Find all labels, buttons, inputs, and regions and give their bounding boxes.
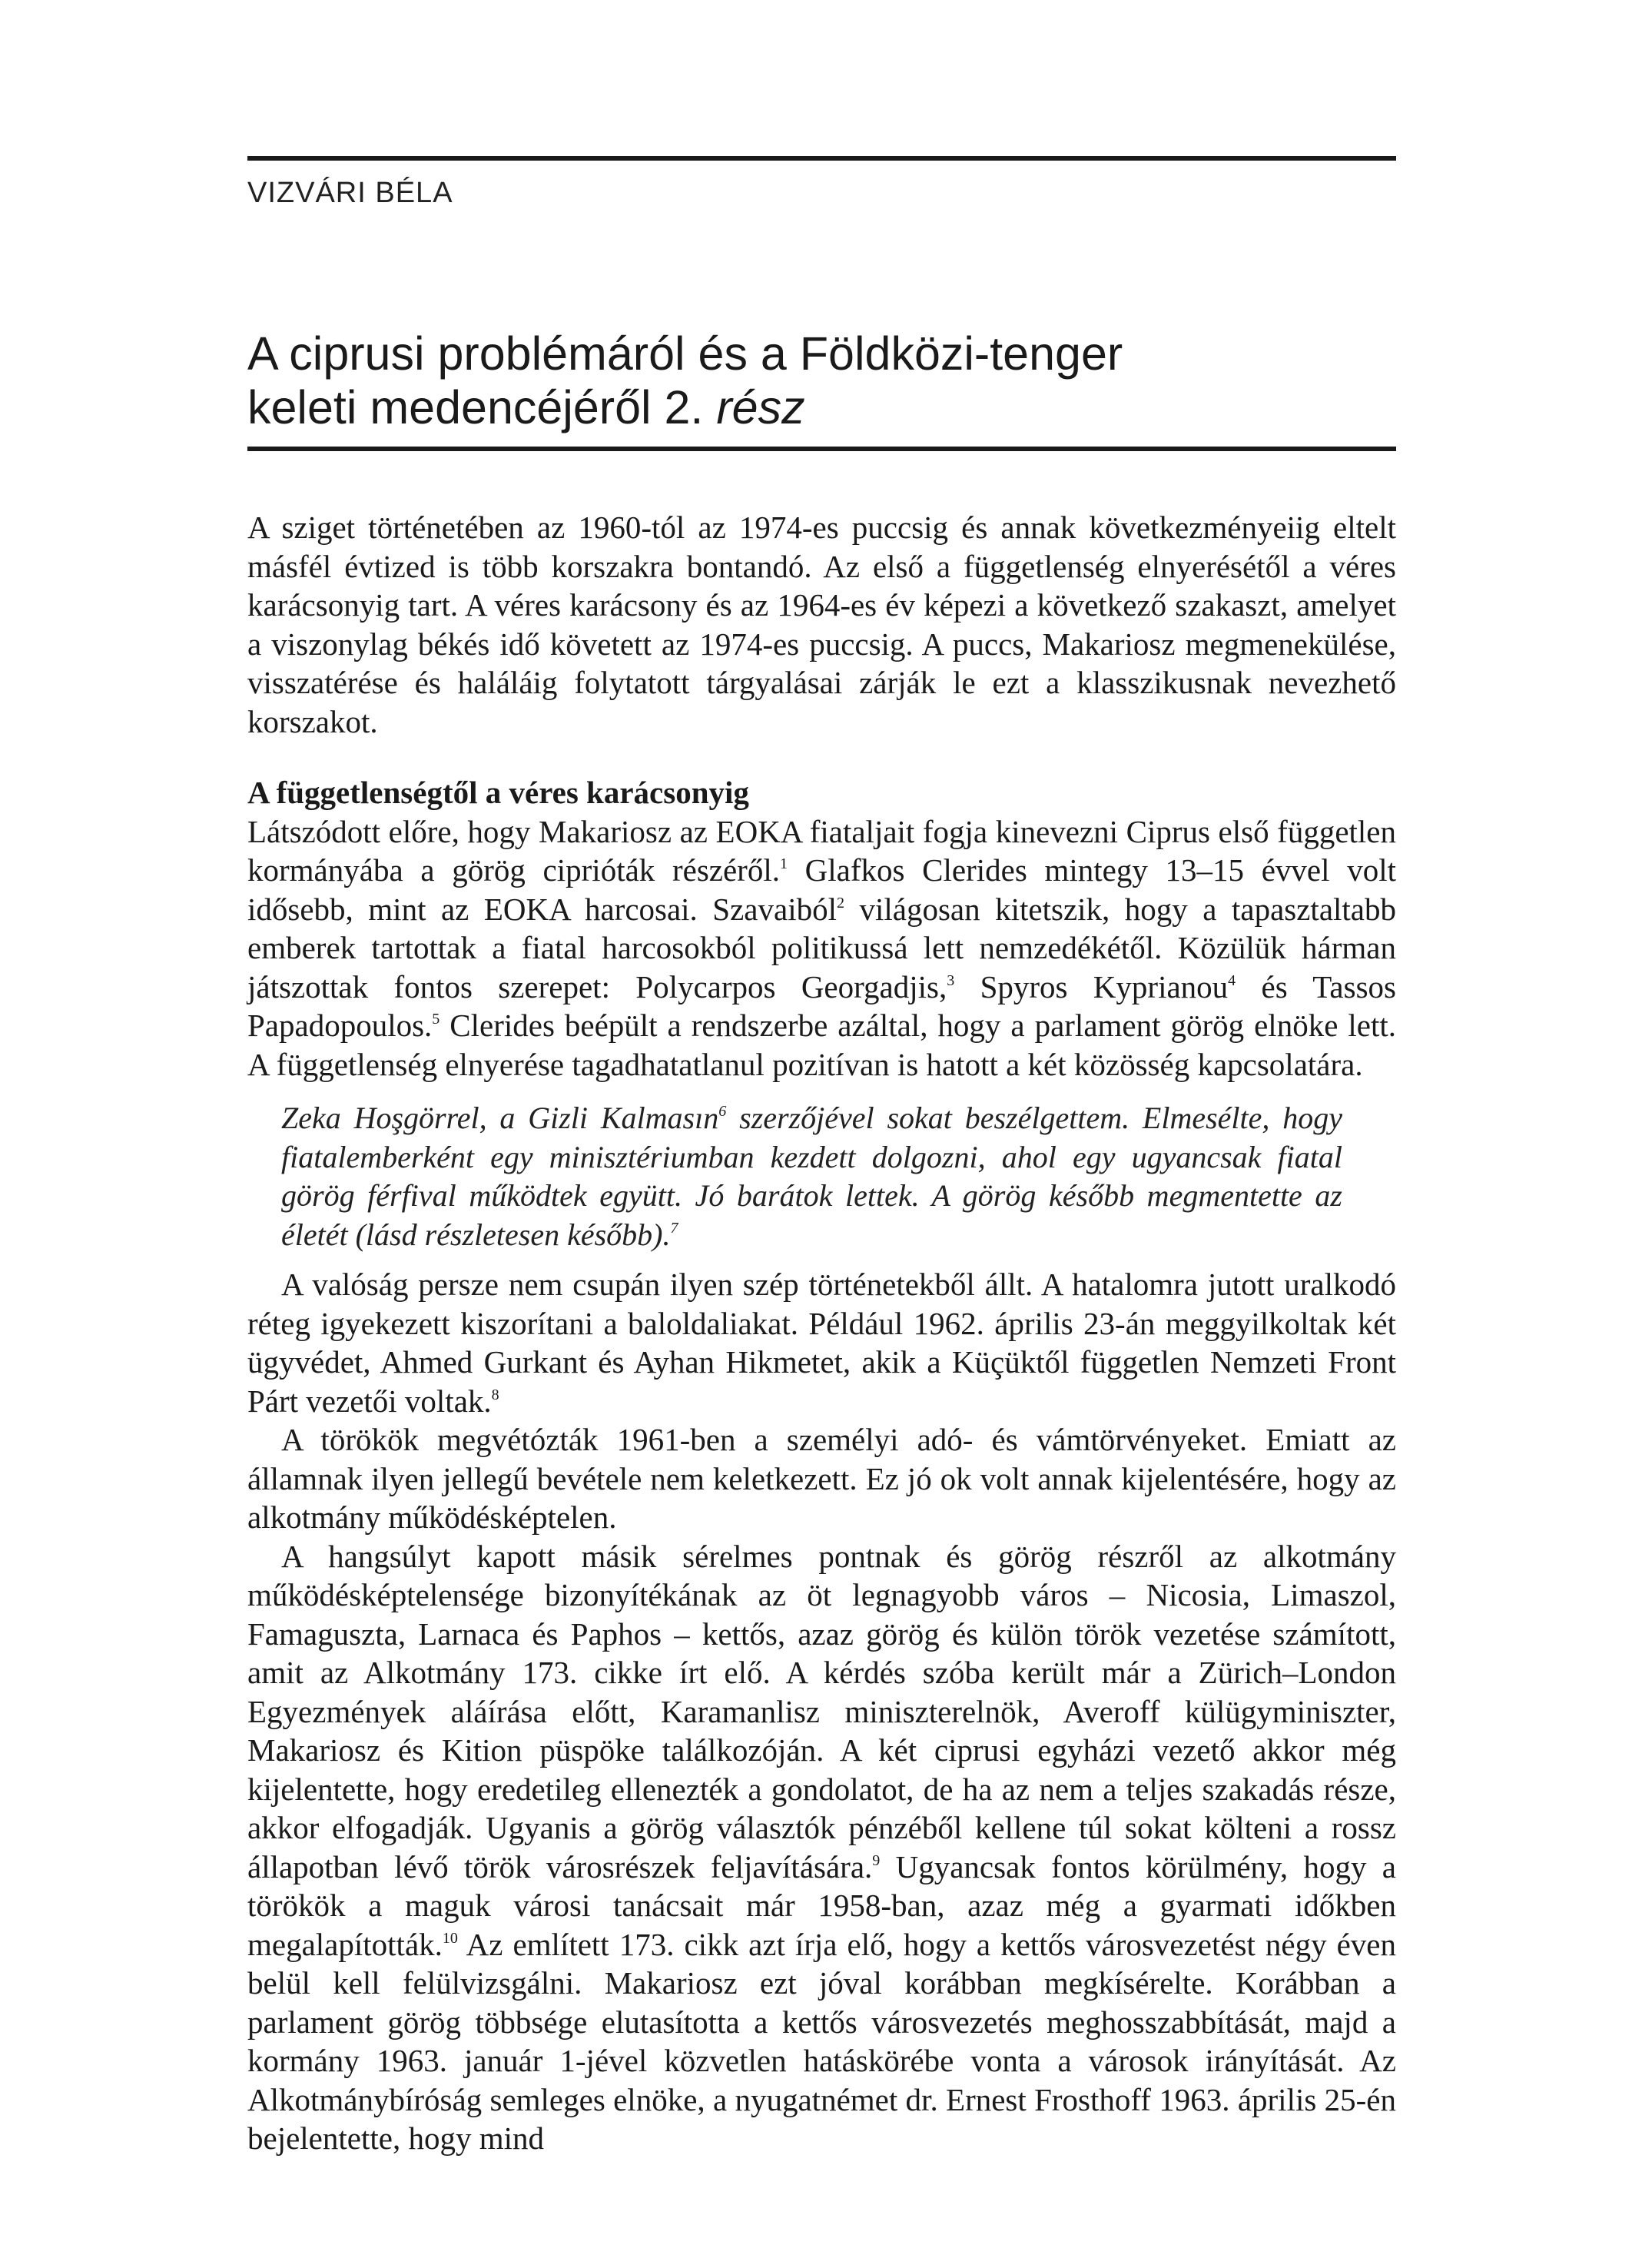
text-run: Az említett 173. cikk azt írja elő, hogy a kettős városvezetést négy éven belül kell felülvizsgálni. Makariosz ezt jóval korábban megkísérelte. Korábban a parlament görög többsége elutasította a kettős városvezetés meghosszabbítását, majd a kormány 1963. január 1-jével közvetlen hatáskörébe vonta a városok irányítását. Az Alkotmánybíróság semleges elnöke, a nyugatnémet dr. Ernest Frosthoff 1963. április 25-én bejelentette, hogy mind	[247, 1926, 1396, 2156]
text-run: A valóság persze nem csupán ilyen szép történetekből állt. A hatalomra jutott uralkodó réteg igyekezett kiszorítani a baloldaliakat. Például 1962. április 23-án meggyilkoltak két ügyvédet, Ahmed Gurkant és Ayhan Hikmetet, akik a Küçüktől független Nemzeti Front Párt vezetői voltak.	[247, 1267, 1396, 1419]
title-line-1: A ciprusi problémáról és a Földközi-tenger	[247, 327, 1123, 380]
text-run: Zeka Hoşgörrel, a Gizli Kalmasın	[281, 1101, 719, 1135]
block-quote	[281, 1099, 1342, 1254]
footnote-ref[interactable]: 5	[432, 1011, 440, 1028]
footnote-ref[interactable]: 6	[718, 1103, 727, 1120]
footnote-ref[interactable]: 7	[670, 1219, 678, 1237]
author-name: VIZVÁRI BÉLA	[247, 177, 453, 209]
text-run: Clerides beépült a rendszerbe azáltal, hogy a parlament görög elnöke lett. A függetlenség elnyerése tagadhatatlanul pozitívan is hatott a két közösség kapcsolatára.	[247, 1008, 1396, 1082]
text-run: szerzőjével sokat beszélgettem. Elmesélte, hogy fiatalemberként egy minisztériumban kezdett dolgozni, ahol egy ugyancsak fiatal görög férfival működtek együtt. Jó barátok lettek. A görög később megmentette az életét (lásd részletesen később).	[281, 1101, 1343, 1252]
footnote-ref[interactable]: 4	[1228, 971, 1236, 989]
article-page	[247, 156, 1396, 2158]
footnote-ref[interactable]: 9	[872, 1851, 881, 1869]
title-part-label: rész	[716, 381, 805, 433]
footnote-ref[interactable]: 8	[491, 1386, 499, 1403]
text-run: Glafkos Clerides mintegy 13–15 évvel volt idősebb, mint az EOKA harcosai. Szavaiból	[247, 852, 1396, 927]
article-title	[247, 327, 1396, 434]
title-rule	[247, 447, 1396, 451]
top-rule	[247, 156, 1396, 161]
text-run: Spyros Kyprianou	[954, 968, 1229, 1004]
paragraph-4	[247, 1537, 1396, 2158]
section-heading: A függetlenségtől a véres karácsonyig	[247, 775, 749, 810]
text-run: A hangsúlyt kapott másik sérelmes pontnak és görög részről az alkotmány működésképtelensége bizonyítékának az öt legnagyobb város – Nicosia, Limaszol, Famaguszta, Larnaca és Paphos – kettős, azaz görög és külön török vezetése számított, amit az Alkotmány 173. cikke írt elő. A kérdés szóba került már a Zürich–London Egyezmények aláírása előtt, Karamanlisz miniszterelnök, Averoff külügyminiszter, Makariosz és Kition püspöke találkozóján. A két ciprusi egyházi vezető akkor még kijelentette, hogy eredetileg ellenezték a gondolatot, de ha az nem a teljes szakadás része, akkor elfogadják. Ugyanis a görög választók pénzéből kellene túl sokat költeni a rossz állapotban lévő török városrészek feljavítására.	[247, 1538, 1396, 1884]
text-run: világosan kitetszik, hogy a tapasztaltabb emberek tartottak a fiatal harcosokból politikussá lett nemzedékétől. Közülük hárman játszottak fontos szerepet: Polycarpos Georgadjis,	[247, 891, 1396, 1004]
footnote-ref[interactable]: 1	[779, 855, 788, 872]
footnote-ref[interactable]: 10	[442, 1929, 458, 1947]
text-run: és Tassos Papadopoulos.	[247, 968, 1396, 1043]
paragraph-1	[247, 812, 1396, 1084]
text-run: Ugyancsak fontos körülmény, hogy a törökök a maguk városi tanácsait már 1958-ban, azaz még a gyarmati időkben megalapították.	[247, 1848, 1396, 1962]
footnote-ref[interactable]: 2	[837, 894, 844, 912]
paragraph-2	[247, 1265, 1396, 1420]
paragraph-3: A törökök megvétózták 1961-ben a személyi adó- és vámtörvényeket. Emiatt az államnak ilyen jellegű bevétele nem keletkezett. Ez jó ok volt annak kijelentésére, hogy az alkotmány működésképtelen.	[247, 1422, 1396, 1535]
title-line-2: keleti medencéjéről 2.	[247, 381, 704, 433]
intro-paragraph: A sziget történetében az 1960-tól az 1974-es puccsig és annak következményeiig eltelt másfél évtized is több korszakra bontandó. Az első a függetlenség elnyerésétől a véres karácsonyig tart. A véres karácsony és az 1964-es év képezi a következő szakaszt, amelyet a viszonylag békés idő követett az 1974-es puccsig. A puccs, Makariosz megmenekülése, visszatérése és haláláig folytatott tárgyalásai zárják le ezt a klasszikusnak nevezhető korszakot.	[247, 510, 1396, 739]
footnote-ref[interactable]: 3	[947, 971, 955, 989]
text-run: Látszódott előre, hogy Makariosz az EOKA fiataljait fogja kinevezni Ciprus első független kormányába a görög ciprióták részéről.	[247, 813, 1396, 888]
